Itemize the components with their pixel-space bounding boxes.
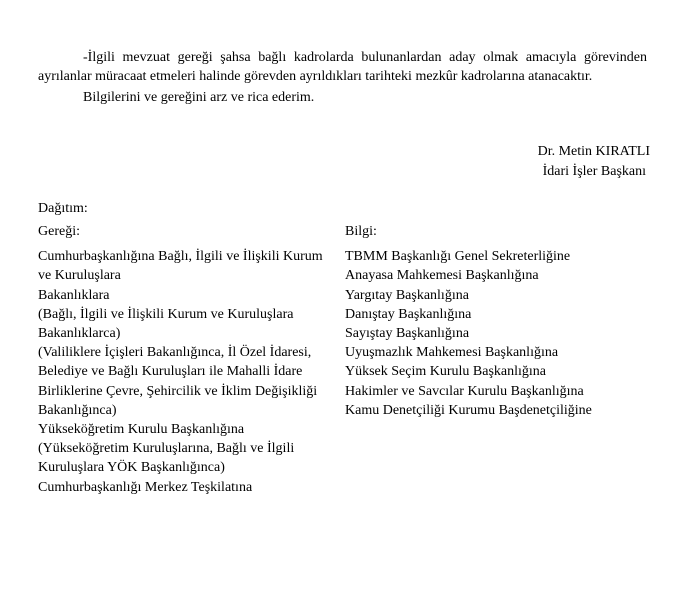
gerekli-list-item: (Bağlı, İlgili ve İlişkili Kurum ve Kuruluşlara Bakanlıklarca)	[38, 306, 294, 342]
bilgi-list-item: Anayasa Mahkemesi Başkanlığına	[345, 268, 539, 284]
bilgi-heading: Bilgi:	[345, 224, 377, 239]
gerekli-list-item: Cumhurbaşkanlığı Merkez Teşkilatına	[38, 479, 253, 495]
bilgi-list-item: Uyuşmazlık Mahkemesi Başkanlığına	[345, 345, 559, 361]
bilgi-column	[345, 222, 665, 420]
body-paragraph-closing: Bilgilerini ve gereğini arz ve rica ederim.	[83, 90, 315, 105]
bilgi-list-item: Yüksek Seçim Kurulu Başkanlığına	[345, 364, 547, 380]
gerekli-list-item: Yükseköğretim Kurulu Başkanlığına	[38, 422, 245, 438]
bilgi-list-item: TBMM Başkanlığı Genel Sekreterliğine	[345, 249, 571, 265]
bilgi-list-item: Hakimler ve Savcılar Kurulu Başkanlığına	[345, 383, 584, 399]
gerekli-list-item: Cumhurbaşkanlığına Bağlı, İlgili ve İlişkili Kurum ve Kuruluşlara	[38, 249, 323, 284]
bilgi-list	[345, 247, 665, 420]
gerekli-list	[38, 247, 328, 497]
gerekli-list-item: Bakanlıklara	[38, 287, 110, 303]
bilgi-list-item: Kamu Denetçiliği Kurumu Başdenetçiliğine	[345, 402, 592, 418]
distribution-heading: Dağıtım:	[38, 201, 88, 216]
gerekli-list-item: (Yükseköğretim Kuruluşlarına, Bağlı ve İlgili Kuruluşlara YÖK Başkanlığınca)	[38, 441, 295, 476]
bilgi-list-item: Danıştay Başkanlığına	[345, 306, 472, 322]
bilgi-list-item: Yargıtay Başkanlığına	[345, 287, 469, 303]
body-paragraph-reappointment: -İlgili mevzuat gereği şahsa bağlı kadrolarda bulunanlardan aday olmak amacıyla görevinden ayrılanlar müracaat etmeleri halinde görevden ayrıldıkları tarihteki mezkûr kadrolarına atanacaktır.	[38, 50, 647, 84]
bilgi-list-item: Sayıştay Başkanlığına	[345, 326, 470, 342]
signatory-name: Dr. Metin KIRATLI	[537, 144, 650, 159]
gerekli-heading: Gereği:	[38, 224, 80, 239]
signature-block	[538, 142, 650, 182]
signatory-title: İdari İşler Başkanı	[542, 164, 647, 179]
gerekli-column	[38, 222, 328, 497]
gerekli-list-item: (Valiliklere İçişleri Bakanlığınca, İl Özel İdaresi, Belediye ve Bağlı Kuruluşları ile Mahalli İdare Birliklerine Çevre, Şehircilik ve İklim Değişikliği Bakanlığınca)	[38, 345, 318, 418]
